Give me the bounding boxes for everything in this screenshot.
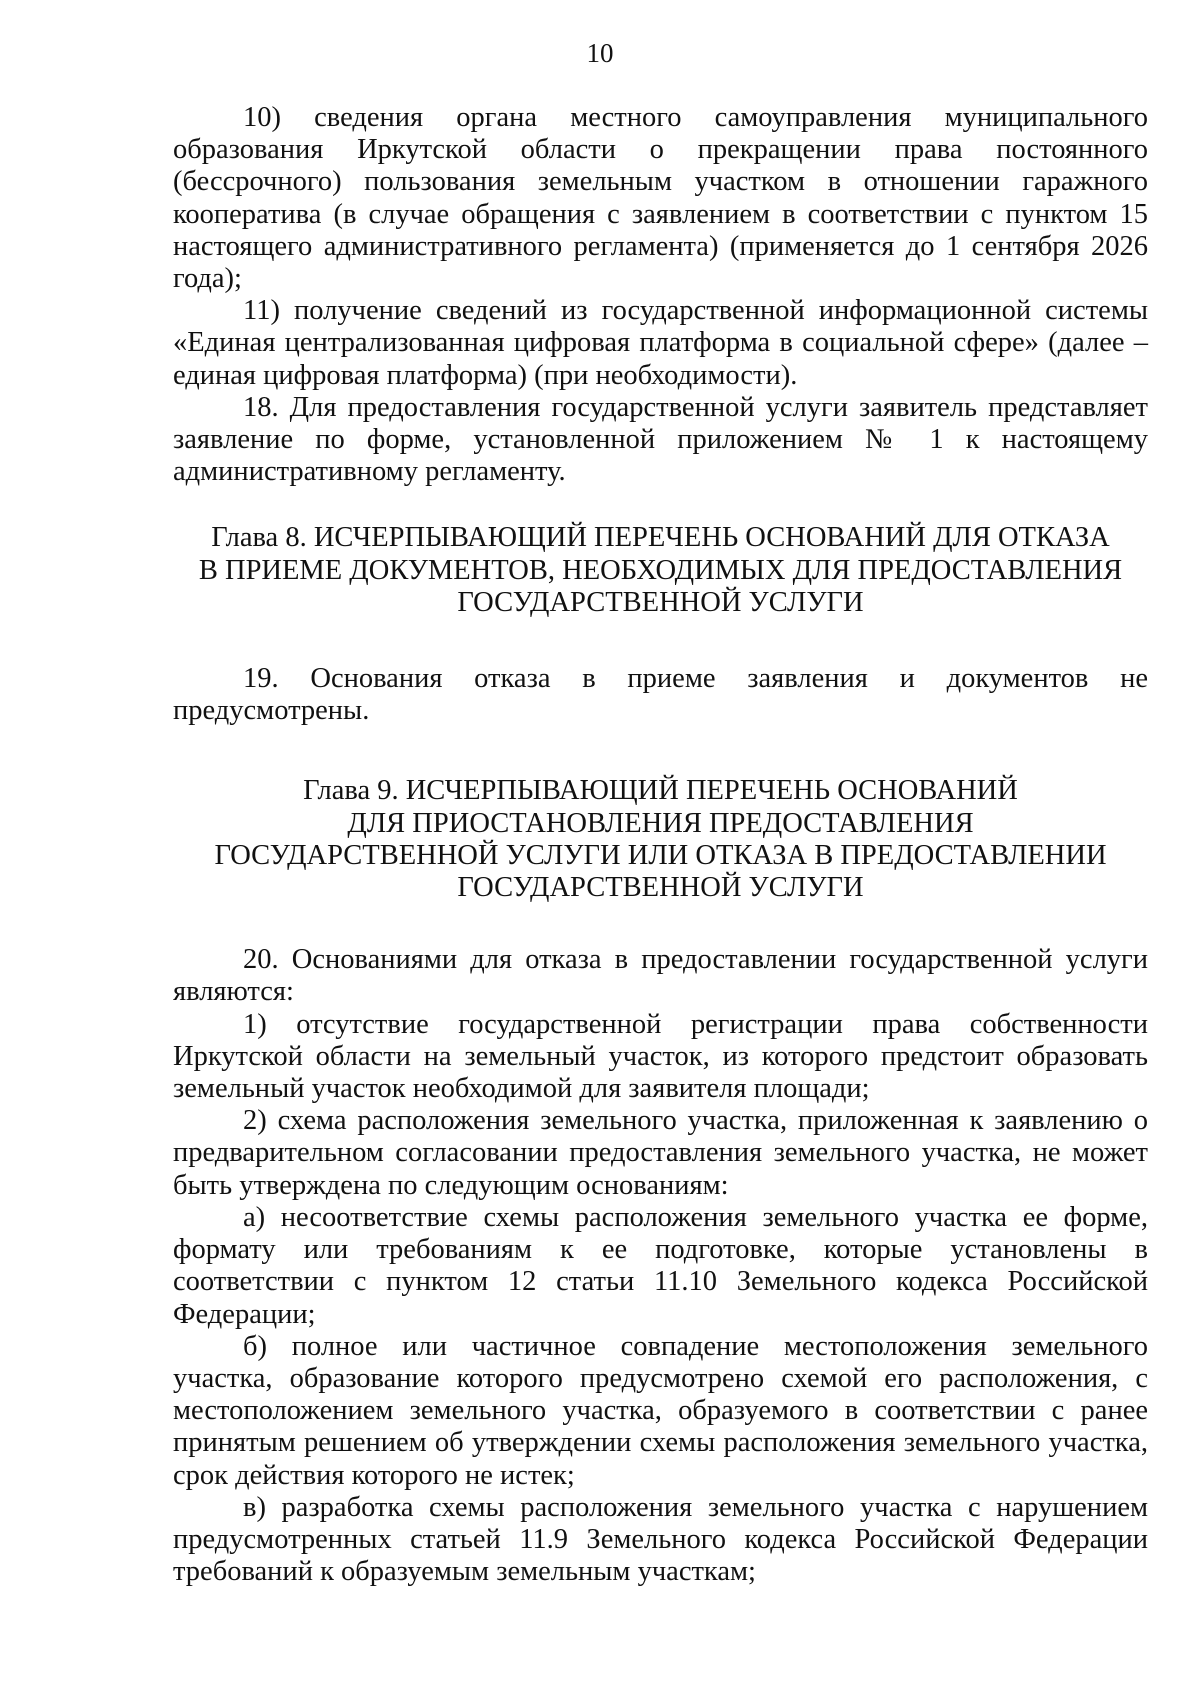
paragraph-item-10: 10) сведения органа местного самоуправления муниципального образования Иркутской области о прекращении права постоянного (бессрочного) пользования земельным участком в отношении гаражного кооператива (в случае обращения с заявлением в соответствии с пунктом 15 настоящего административного регламента) (применяется до 1 сентября 2026 года);: [173, 102, 1148, 295]
chapter-9-heading-line: ДЛЯ ПРИОСТАНОВЛЕНИЯ ПРЕДОСТАВЛЕНИЯ: [347, 807, 974, 839]
page-number: 10: [586, 38, 614, 68]
paragraph-item-11: 11) получение сведений из государственной информационной системы «Единая централизованная цифровая платформа в социальной сфере» (далее – единая цифровая платформа) (при необходимости).: [173, 295, 1148, 391]
chapter-9-heading: [173, 775, 1148, 904]
paragraph-19: 19. Основания отказа в приеме заявления и документов не предусмотрены.: [173, 663, 1148, 727]
chapter-8-heading-line: ГОСУДАРСТВЕННОЙ УСЛУГИ: [457, 586, 864, 618]
chapter-8-heading: [173, 522, 1148, 619]
paragraph-20-item-2b: б) полное или частичное совпадение местоположения земельного участка, образование которого предусмотрено схемой его расположения, с местоположением земельного участка, образуемого в соответствии с ранее принятым решением об утверждении схемы расположения земельного участка, срок действия которого не истек;: [173, 1330, 1148, 1491]
document-body: [173, 102, 1148, 1588]
paragraph-20-item-2: 2) схема расположения земельного участка, приложенная к заявлению о предварительном согласовании предоставления земельного участка, не может быть утверждена по следующим основаниям:: [173, 1105, 1148, 1201]
paragraph-20-item-1: 1) отсутствие государственной регистрации права собственности Иркутской области на земельный участок, из которого предстоит образовать земельный участок необходимой для заявителя площади;: [173, 1008, 1148, 1105]
paragraph-20-item-2v: в) разработка схемы расположения земельного участка с нарушением предусмотренных статьей 11.9 Земельного кодекса Российской Федерации требований к образуемым земельным участкам;: [173, 1491, 1148, 1588]
chapter-9-heading-line: Глава 9. ИСЧЕРПЫВАЮЩИЙ ПЕРЕЧЕНЬ ОСНОВАНИЙ: [303, 775, 1018, 807]
chapter-8-heading-line: Глава 8. ИСЧЕРПЫВАЮЩИЙ ПЕРЕЧЕНЬ ОСНОВАНИЙ ДЛЯ ОТКАЗА: [211, 522, 1110, 554]
paragraph-20: 20. Основаниями для отказа в предоставлении государственной услуги являются:: [173, 944, 1148, 1008]
chapter-8-heading-line: В ПРИЕМЕ ДОКУМЕНТОВ, НЕОБХОДИМЫХ ДЛЯ ПРЕДОСТАВЛЕНИЯ: [198, 554, 1123, 586]
chapter-9-heading-line: ГОСУДАРСТВЕННОЙ УСЛУГИ: [457, 872, 864, 904]
paragraph-18: 18. Для предоставления государственной услуги заявитель представляет заявление по форме, установленной приложением № 1 к настоящему административному регламенту.: [173, 391, 1148, 488]
chapter-9-heading-line: ГОСУДАРСТВЕННОЙ УСЛУГИ ИЛИ ОТКАЗА В ПРЕДОСТАВЛЕНИИ: [214, 839, 1107, 871]
paragraph-20-item-2a: а) несоответствие схемы расположения земельного участка ее форме, формату или требованиям к ее подготовке, которые установлены в соответствии с пунктом 12 статьи 11.10 Земельного кодекса Российской Федерации;: [173, 1201, 1148, 1330]
